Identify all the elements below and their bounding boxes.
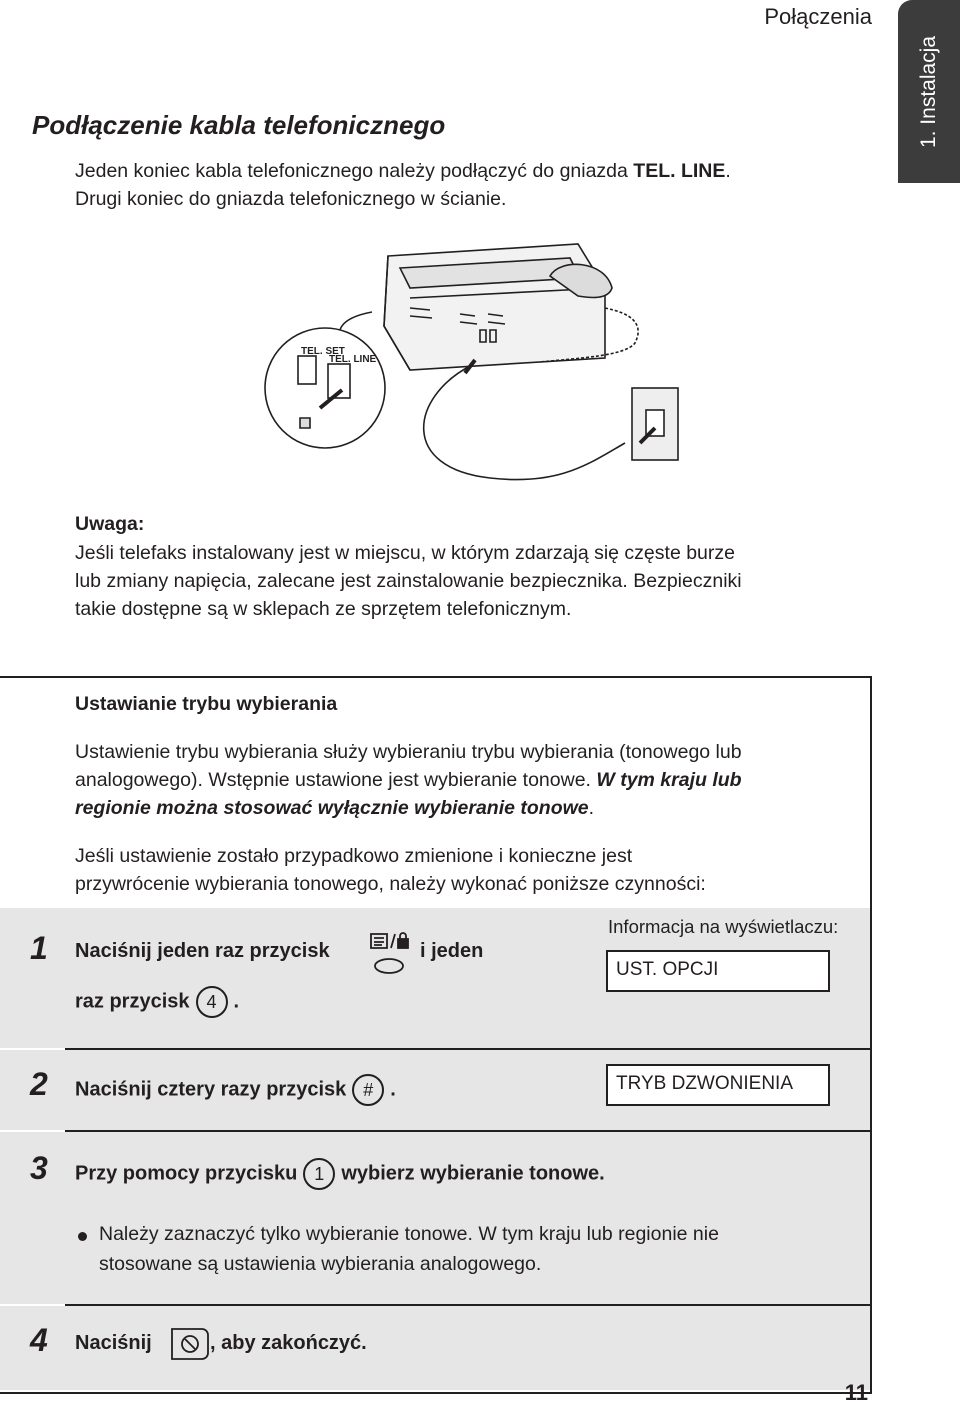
intro-period: . xyxy=(725,160,731,182)
tel-set-label: TEL. SET xyxy=(301,346,345,357)
note-line-3: takie dostępne są w sklepach ze sprzętem telefonicznym. xyxy=(75,598,572,620)
menu-lock-key-icon xyxy=(367,930,413,976)
chapter-tab-label: 1. Instalacja xyxy=(917,35,940,148)
bullet-point xyxy=(78,1232,87,1241)
intro-line-2: Drugi koniec do gniazda telefonicznego w ścianie. xyxy=(75,188,507,210)
tel-line-port-label: TEL. LINE xyxy=(329,354,377,365)
dial-p1-plain: analogowego). Wstępnie ustawione jest wybieranie tonowe. xyxy=(75,769,597,791)
dial-p2-line-2: przywrócenie wybierania tonowego, należy wykonać poniższe czynności: xyxy=(75,873,706,895)
note-line-2: lub zmiany napięcia, zalecane jest zainstalowanie bezpiecznika. Bezpieczniki xyxy=(75,570,742,592)
step-1-instruction-c xyxy=(75,986,239,1018)
dial-p1-line-3 xyxy=(75,794,742,822)
step-1-text: Naciśnij jeden raz przycisk xyxy=(75,940,330,962)
dial-p2-line-1: Jeśli ustawienie zostało przypadkowo zmienione i konieczne jest xyxy=(75,845,633,867)
dial-p1-line-2 xyxy=(75,766,742,794)
intro-paragraph xyxy=(75,157,731,213)
step-2-instruction xyxy=(75,1074,396,1106)
section-title: Podłączenie kabla telefonicznego xyxy=(32,110,446,140)
step-1-number: 1 xyxy=(30,930,48,966)
dial-p1-emphasis: W tym kraju lub xyxy=(596,769,742,791)
step-3-number: 3 xyxy=(30,1150,48,1186)
dial-box-paragraph-2 xyxy=(75,842,706,898)
step-1-instruction-b: i jeden xyxy=(420,940,484,962)
step-4-number: 4 xyxy=(30,1322,48,1358)
step-3-bullet-text xyxy=(99,1219,719,1279)
step-4-instruction-b: , aby zakończyć. xyxy=(210,1332,367,1354)
step-1-text-c: raz przycisk xyxy=(75,990,190,1013)
step-2-period: . xyxy=(390,1078,396,1101)
step-divider xyxy=(65,1130,870,1132)
stop-key-icon xyxy=(170,1325,210,1363)
key-1-icon: 1 xyxy=(303,1158,335,1190)
dial-p1-emphasis-2: regionie można stosować wyłącznie wybieranie tonowe xyxy=(75,797,589,819)
step-divider xyxy=(65,1048,870,1050)
step-divider xyxy=(65,1304,870,1306)
intro-line-1 xyxy=(75,157,731,185)
dial-box-paragraph-1 xyxy=(75,738,742,822)
intro-text: Jeden koniec kabla telefonicznego należy podłączyć do gniazda xyxy=(75,160,634,182)
step-4-instruction-a: Naciśnij xyxy=(75,1332,152,1354)
dial-box-heading: Ustawianie trybu wybierania xyxy=(75,693,338,715)
tel-line-label: TEL. LINE xyxy=(633,160,726,182)
dial-p1-period: . xyxy=(588,797,595,819)
step-2-number: 2 xyxy=(30,1066,48,1102)
key-4-icon: 4 xyxy=(196,986,228,1018)
running-header: Połączenia xyxy=(764,4,872,29)
display-info-label: Informacja na wyświetlaczu: xyxy=(608,916,839,937)
display-readout-1: UST. OPCJI xyxy=(606,950,830,992)
step-2-text: Naciśnij cztery razy przycisk xyxy=(75,1078,347,1101)
step-1-instruction-a xyxy=(75,940,330,963)
step-3-text-b: wybierz wybieranie tonowe. xyxy=(341,1162,605,1185)
display-readout-2: TRYB DZWONIENIA xyxy=(606,1064,830,1106)
bullet-line-2: stosowane są ustawienia wybierania analogowego. xyxy=(99,1253,542,1275)
step-3-text: Przy pomocy przycisku xyxy=(75,1162,298,1185)
bullet-line-1: Należy zaznaczyć tylko wybieranie tonowe. W tym kraju lub regionie nie xyxy=(99,1223,719,1245)
dial-p1-line-1: Ustawienie trybu wybierania służy wybieraniu trybu wybierania (tonowego lub xyxy=(75,741,742,763)
chapter-tab xyxy=(898,0,960,183)
hash-key-icon: # xyxy=(352,1074,384,1106)
note-heading: Uwaga: xyxy=(75,513,145,535)
page-number: 11 xyxy=(844,1380,868,1405)
note-line-1: Jeśli telefaks instalowany jest w miejscu, w którym zdarzają się częste burze xyxy=(75,542,735,564)
note-block xyxy=(75,510,742,623)
step-3-instruction xyxy=(75,1158,605,1190)
step-1-period: . xyxy=(233,990,240,1013)
fax-connection-illustration xyxy=(260,238,690,508)
